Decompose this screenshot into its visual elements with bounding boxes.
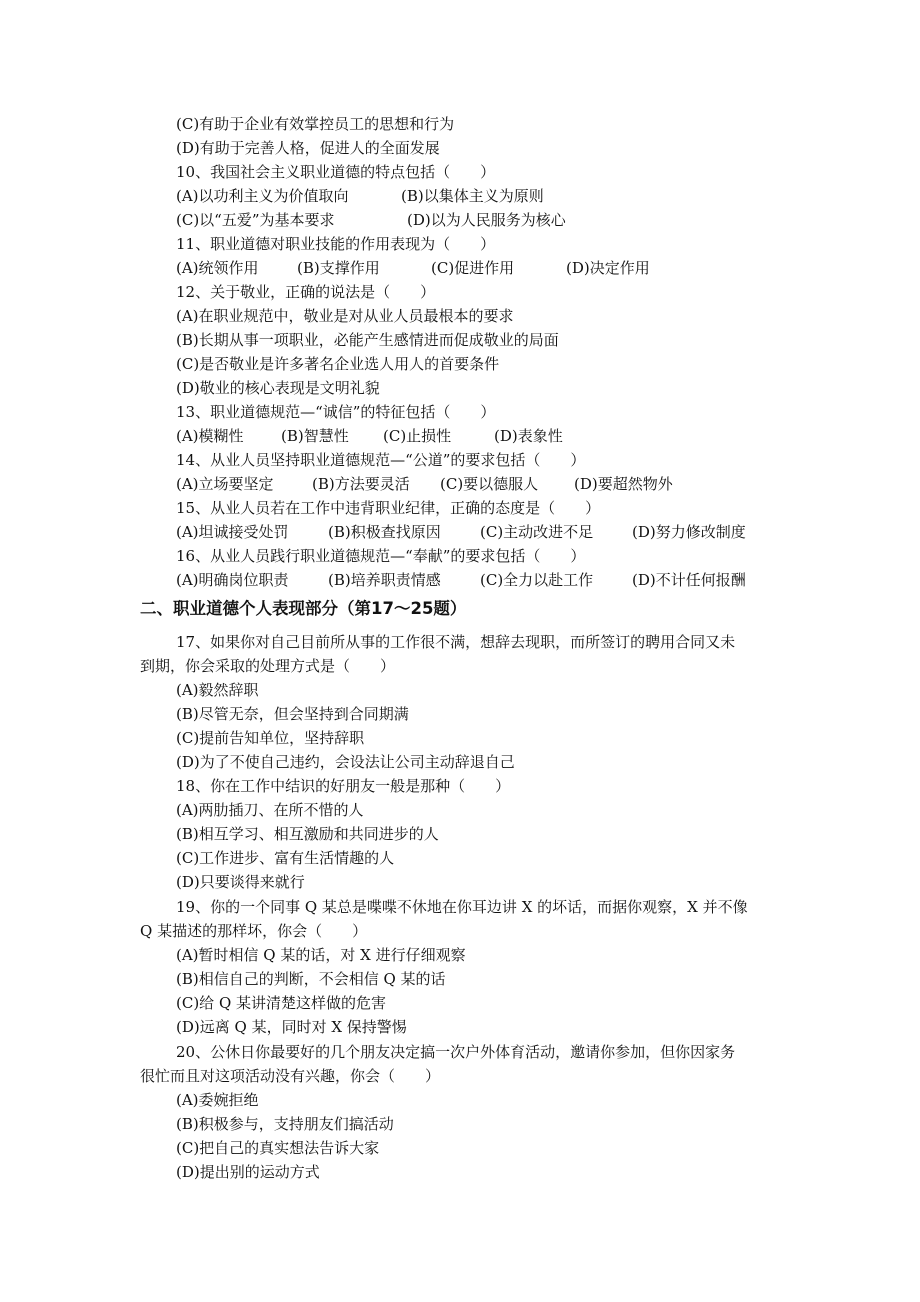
- q12-option-a: (A)在职业规范中，敬业是对从业人员最根本的要求: [176, 307, 514, 325]
- q12-option-d: (D)敬业的核心表现是文明礼貌: [176, 379, 380, 397]
- q18-option-b: (B)相互学习、相互激励和共同进步的人: [176, 825, 439, 843]
- q11-question: 11、职业道德对职业技能的作用表现为（ ）: [176, 235, 496, 253]
- q18-question: 18、你在工作中结识的好朋友一般是那种（ ）: [176, 777, 511, 795]
- q13-option-d: (D)表象性: [494, 427, 563, 445]
- q14-option-a: (A)立场要坚定: [176, 475, 274, 493]
- q20-option-d: (D)提出别的运动方式: [176, 1163, 320, 1181]
- q12-question: 12、关于敬业，正确的说法是（ ）: [176, 283, 436, 301]
- q15-question: 15、从业人员若在工作中违背职业纪律，正确的态度是（ ）: [176, 499, 601, 517]
- q20-option-b: (B)积极参与，支持朋友们搞活动: [176, 1115, 394, 1133]
- q20-option-a: (A)委婉拒绝: [176, 1091, 259, 1109]
- q20-option-c: (C)把自己的真实想法告诉大家: [176, 1139, 380, 1157]
- q12-option-b: (B)长期从事一项职业，必能产生感情进而促成敬业的局面: [176, 331, 559, 349]
- q14-question: 14、从业人员坚持职业道德规范—“公道”的要求包括（ ）: [176, 451, 586, 469]
- q19-option-b: (B)相信自己的判断，不会相信 Q 某的话: [176, 970, 446, 988]
- q14-option-d: (D)要超然物外: [574, 475, 673, 493]
- q13-option-a: (A)模糊性: [176, 427, 244, 445]
- q14-option-c: (C)要以德服人: [440, 475, 539, 493]
- q20-question-line2: 很忙而且对这项活动没有兴趣，你会（ ）: [140, 1067, 441, 1085]
- q9-option-c: (C)有助于企业有效掌控员工的思想和行为: [176, 115, 455, 133]
- q15-option-a: (A)坦诚接受处罚: [176, 523, 289, 541]
- q18-option-d: (D)只要谈得来就行: [176, 873, 305, 891]
- q17-option-d: (D)为了不使自己违约，会设法让公司主动辞退自己: [176, 753, 515, 771]
- q11-option-c: (C)促进作用: [431, 259, 515, 277]
- q11-option-a: (A)统领作用: [176, 259, 259, 277]
- q16-option-a: (A)明确岗位职责: [176, 571, 289, 589]
- q10-option-a: (A)以功利主义为价值取向: [176, 187, 349, 205]
- q10-option-b: (B)以集体主义为原则: [401, 187, 544, 205]
- q17-option-b: (B)尽管无奈，但会坚持到合同期满: [176, 705, 409, 723]
- q19-question-line1: 19、你的一个同事 Q 某总是喋喋不休地在你耳边讲 X 的坏话，而据你观察，X 并不像: [176, 898, 748, 916]
- q19-option-d: (D)远离 Q 某，同时对 X 保持警惕: [176, 1018, 407, 1036]
- q13-option-b: (B)智慧性: [281, 427, 349, 445]
- q16-option-d: (D)不计任何报酬: [632, 571, 746, 589]
- section-heading: 二、职业道德个人表现部分（第17～25题）: [140, 599, 467, 618]
- q16-option-b: (B)培养职责情感: [328, 571, 441, 589]
- q17-question-line1: 17、如果你对自己目前所从事的工作很不满，想辞去现职，而所签订的聘用合同又未: [176, 633, 736, 651]
- q15-option-d: (D)努力修改制度: [632, 523, 746, 541]
- q16-option-c: (C)全力以赴工作: [480, 571, 594, 589]
- q10-option-c: (C)以“五爱”为基本要求: [176, 211, 335, 229]
- q17-question-line2: 到期，你会采取的处理方式是（ ）: [140, 657, 396, 675]
- q9-option-d: (D)有助于完善人格，促进人的全面发展: [176, 139, 440, 157]
- q19-option-a: (A)暂时相信 Q 某的话，对 X 进行仔细观察: [176, 946, 466, 964]
- q17-option-a: (A)毅然辞职: [176, 681, 259, 699]
- q18-option-a: (A)两肋插刀、在所不惜的人: [176, 801, 364, 819]
- q16-question: 16、从业人员践行职业道德规范—“奉献”的要求包括（ ）: [176, 547, 586, 565]
- q14-option-b: (B)方法要灵活: [312, 475, 410, 493]
- q19-question-line2: Q 某描述的那样坏，你会（ ）: [140, 922, 368, 940]
- q10-question: 10、我国社会主义职业道德的特点包括（ ）: [176, 163, 496, 181]
- q11-option-d: (D)决定作用: [566, 259, 650, 277]
- q10-option-d: (D)以为人民服务为核心: [407, 211, 566, 229]
- q18-option-c: (C)工作进步、富有生活情趣的人: [176, 849, 395, 867]
- q15-option-c: (C)主动改进不足: [480, 523, 594, 541]
- q15-option-b: (B)积极查找原因: [328, 523, 441, 541]
- q19-option-c: (C)给 Q 某讲清楚这样做的危害: [176, 994, 387, 1012]
- q17-option-c: (C)提前告知单位，坚持辞职: [176, 729, 365, 747]
- q13-option-c: (C)止损性: [383, 427, 452, 445]
- q12-option-c: (C)是否敬业是许多著名企业选人用人的首要条件: [176, 355, 500, 373]
- q13-question: 13、职业道德规范—“诚信”的特征包括（ ）: [176, 403, 496, 421]
- q20-question-line1: 20、公休日你最要好的几个朋友决定搞一次户外体育活动，邀请你参加，但你因家务: [176, 1043, 736, 1061]
- q11-option-b: (B)支撑作用: [297, 259, 380, 277]
